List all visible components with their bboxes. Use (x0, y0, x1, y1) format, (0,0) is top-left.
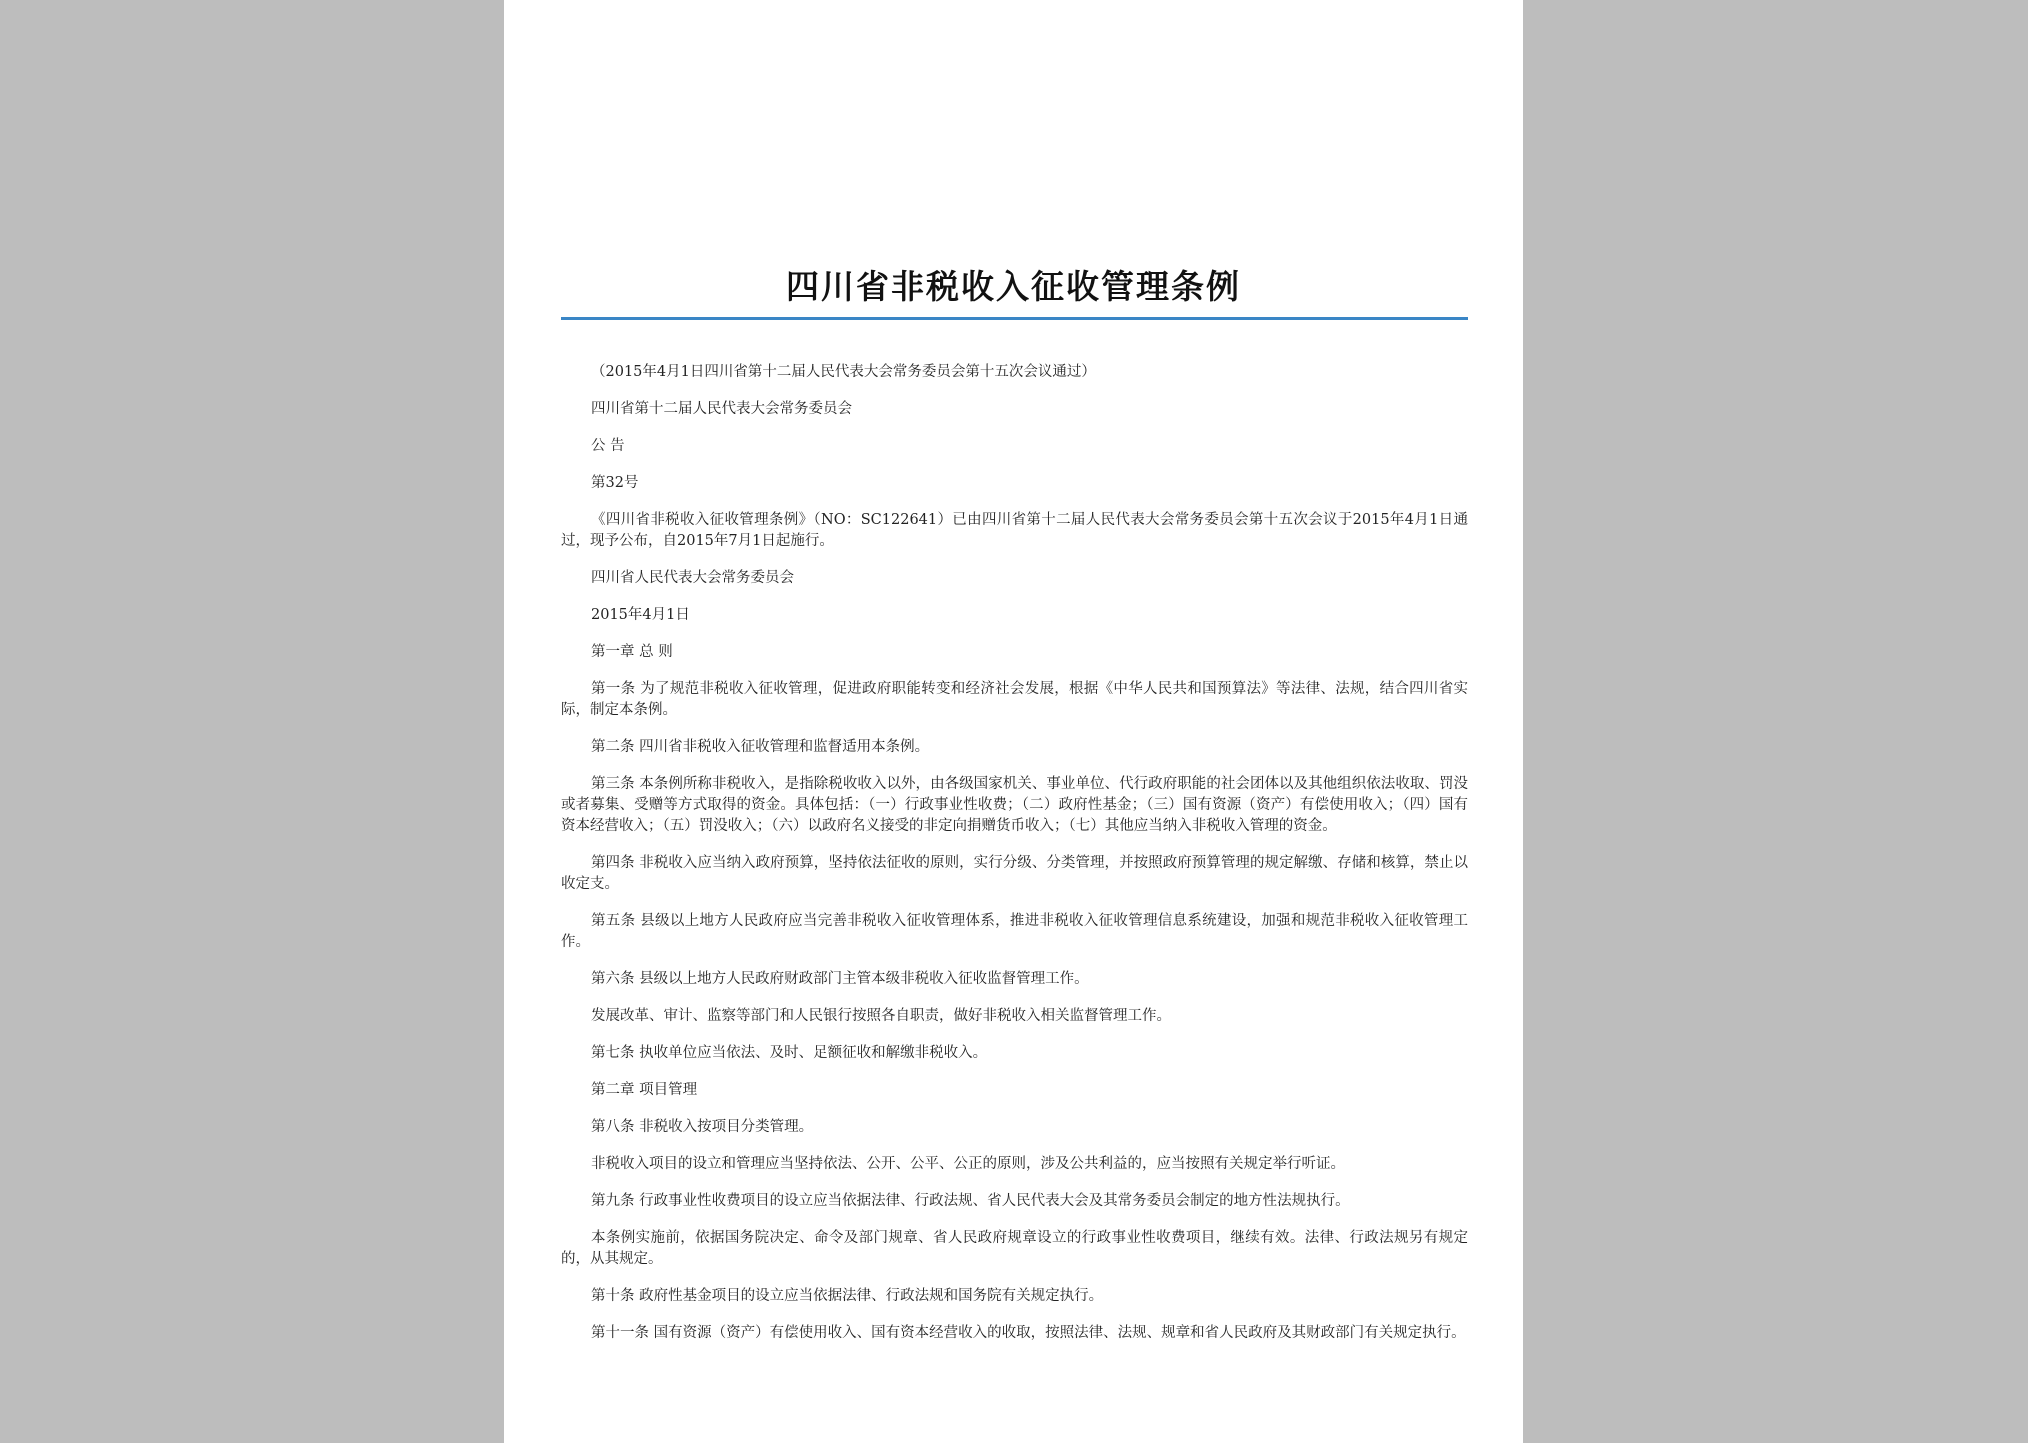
article-paragraph: 第八条 非税收入按项目分类管理。 (591, 1119, 814, 1135)
adoption-note: （2015年4月1日四川省第十二届人民代表大会常务委员会第十五次会议通过） (591, 364, 1096, 380)
article-paragraph: 第十一条 国有资源（资产）有偿使用收入、国有资本经营收入的收取，按照法律、法规、规章和省人民政府及其财政部门有关规定执行。 (591, 1325, 1466, 1341)
chapter-heading: 第一章 总 则 (591, 644, 673, 660)
signing-date: 2015年4月1日 (591, 607, 690, 623)
issuer-line: 四川省第十二届人民代表大会常务委员会 (591, 401, 852, 417)
article-paragraph: 第六条 县级以上地方人民政府财政部门主管本级非税收入征收监督管理工作。 (591, 971, 1089, 987)
title-divider (561, 317, 1468, 320)
document-page (504, 0, 1523, 1443)
article-paragraph: 第四条 非税收入应当纳入政府预算，坚持依法征收的原则，实行分级、分类管理，并按照政府预算管理的规定解缴、存储和核算，禁止以收定支。 (561, 855, 1468, 892)
article-paragraph: 第九条 行政事业性收费项目的设立应当依据法律、行政法规、省人民代表大会及其常务委员会制定的地方性法规执行。 (591, 1193, 1350, 1209)
article-paragraph: 第一条 为了规范非税收入征收管理，促进政府职能转变和经济社会发展，根据《中华人民共和国预算法》等法律、法规，结合四川省实际，制定本条例。 (561, 681, 1468, 718)
article-paragraph: 第二条 四川省非税收入征收管理和监督适用本条例。 (591, 739, 930, 755)
announcement-text: 《四川省非税收入征收管理条例》（NO：SC122641）已由四川省第十二届人民代表大会常务委员会第十五次会议于2015年4月1日通过，现予公布，自2015年7月1日起施行。 (561, 512, 1468, 549)
article-paragraph: 第十条 政府性基金项目的设立应当依据法律、行政法规和国务院有关规定执行。 (591, 1288, 1104, 1304)
announcement-heading: 公 告 (591, 438, 625, 454)
article-paragraph: 第七条 执收单位应当依法、及时、足额征收和解缴非税收入。 (591, 1045, 988, 1061)
document-title: 四川省非税收入征收管理条例 (786, 267, 1241, 306)
article-paragraph: 非税收入项目的设立和管理应当坚持依法、公开、公平、公正的原则，涉及公共利益的，应当按照有关规定举行听证。 (591, 1156, 1345, 1172)
article-paragraph: 本条例实施前，依据国务院决定、命令及部门规章、省人民政府规章设立的行政事业性收费项目，继续有效。法律、行政法规另有规定的，从其规定。 (561, 1230, 1468, 1267)
article-paragraph: 发展改革、审计、监察等部门和人民银行按照各自职责，做好非税收入相关监督管理工作。 (591, 1008, 1171, 1024)
article-paragraph: 第五条 县级以上地方人民政府应当完善非税收入征收管理体系，推进非税收入征收管理信息系统建设，加强和规范非税收入征收管理工作。 (561, 913, 1468, 950)
document-body (561, 362, 1468, 1360)
announcement-number: 第32号 (591, 475, 639, 491)
chapter-heading: 第二章 项目管理 (591, 1082, 698, 1098)
article-paragraph: 第三条 本条例所称非税收入，是指除税收收入以外，由各级国家机关、事业单位、代行政府职能的社会团体以及其他组织依法收取、罚没或者募集、受赠等方式取得的资金。具体包括：（一）行政事业性收费；（二）政府性基金；（三）国有资源（资产）有偿使用收入；（四）国有资本经营收入；（五）罚没收入；（六）以政府名义接受的非定向捐赠货币收入；（七）其他应当纳入非税收入管理的资金。 (561, 776, 1468, 834)
signing-body: 四川省人民代表大会常务委员会 (591, 570, 794, 586)
